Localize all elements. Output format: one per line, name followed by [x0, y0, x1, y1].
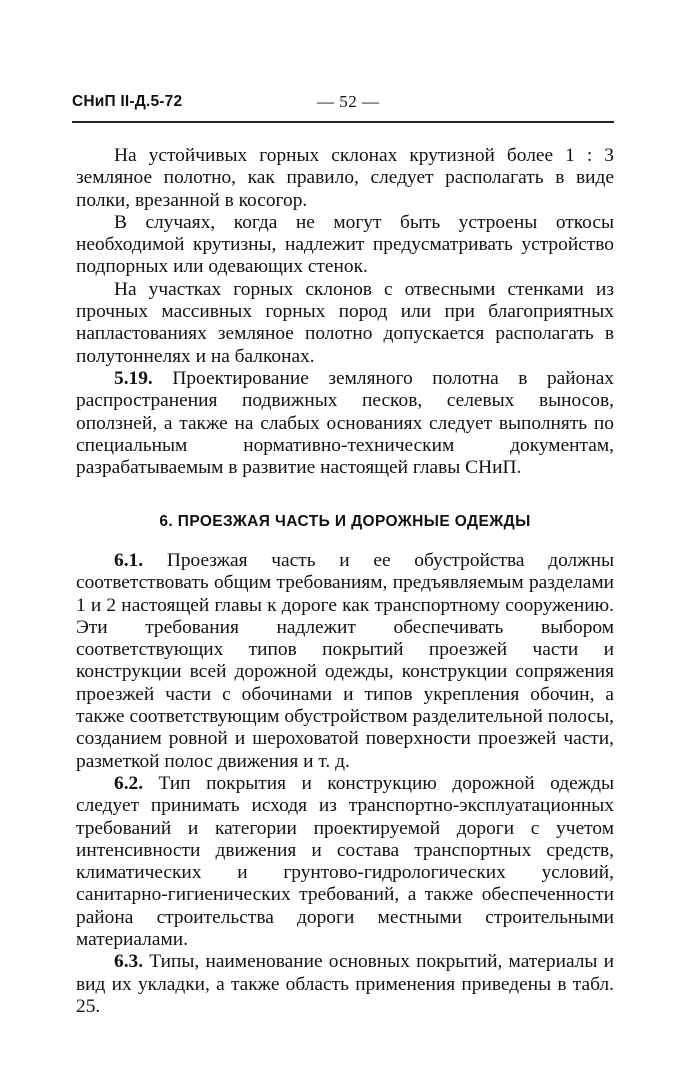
- paragraph-text: На участках горных склонов с отвесными стенками из прочных массивных горных пород или при благоприятных напластованиях земляное полотно допускается располагать в полутоннелях и на балконах.: [76, 278, 614, 367]
- paragraph-text: Типы, наименование основных покрытий, материалы и вид их укладки, а также область применения приведены в табл. 25.: [76, 951, 614, 1017]
- paragraph: [76, 368, 614, 479]
- page-header: [72, 93, 614, 119]
- document-code: СНиП II-Д.5-72: [72, 93, 183, 110]
- paragraph-text: Проезжая часть и ее обустройства должны соответствовать общим требованиям, предъявляемым разделами 1 и 2 настоящей главы к дороге как транспортному сооружению. Эти требования надлежит обеспечивать выбором соответствующих типов покрытий проезжей части и конструкции всей дорожной одежды, конструкции сопряжения проезжей части с обочинами и типов укрепления обочин, а также соответствующим обустройством разделительной полосы, созданием ровной и шероховатой поверхности проезжей части, разметкой полос движения и т. д.: [76, 550, 614, 772]
- clause-number: 6.3.: [114, 951, 144, 973]
- page-number: — 52 —: [317, 92, 380, 111]
- text-block-bottom: [76, 550, 614, 1018]
- clause-number: 5.19.: [114, 367, 153, 389]
- header-rule: [72, 121, 614, 123]
- paragraph-text: На устойчивых горных склонах крутизной более 1 : 3 земляное полотно, как правило, следует располагать в виде полки, врезанной в косогор.: [76, 145, 614, 211]
- section-title: 6. ПРОЕЗЖАЯ ЧАСТЬ И ДОРОЖНЫЕ ОДЕЖДЫ: [159, 513, 531, 530]
- paragraph: [76, 951, 614, 1018]
- paragraph: [76, 212, 614, 279]
- paragraph: [76, 773, 614, 951]
- paragraph: [76, 279, 614, 368]
- clause-number: 6.2.: [114, 772, 144, 794]
- paragraph-text: Проектирование земляного полотна в районах распространения подвижных песков, селевых выносов, оползней, а также на слабых основаниях следует выполнять по специальным нормативно-техническим документам, разрабатываемым в развитие настоящей главы СНиП.: [76, 367, 614, 479]
- clause-number: 6.1.: [114, 550, 144, 571]
- paragraph: [76, 145, 614, 212]
- paragraph: [76, 550, 614, 773]
- text-block-top: [76, 145, 614, 479]
- paragraph-text: В случаях, когда не могут быть устроены откосы необходимой крутизны, надлежит предусматривать устройство подпорных или одевающих стенок.: [76, 211, 614, 278]
- paragraph-text: Тип покрытия и конструкцию дорожной одежды следует принимать исходя из транспортно-эксплуатационных требований и категории проектируемой дороги с учетом интенсивности движения и состава транспортных средств, климатических и грунтово-гидрологических условий, санитарно-гигиенических требований, а также обеспеченности района строительства дороги местными строительными материалами.: [76, 772, 614, 951]
